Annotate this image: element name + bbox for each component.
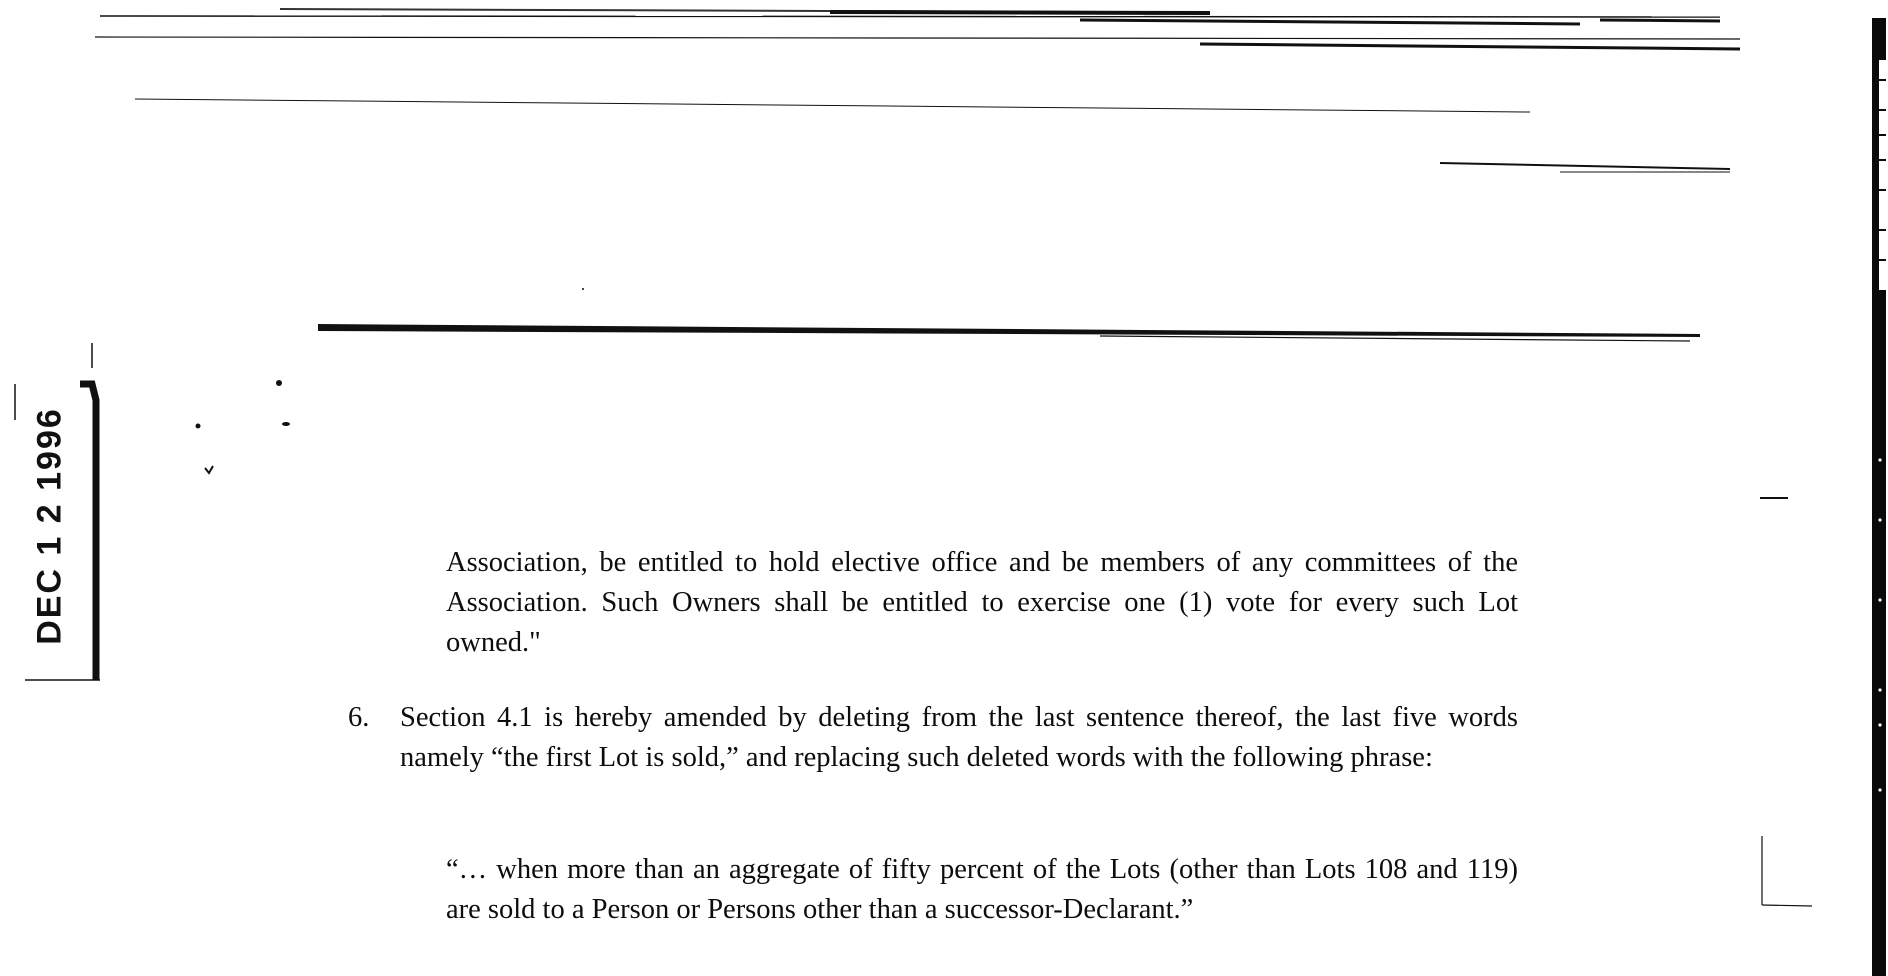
right-margin-marks	[1760, 498, 1812, 906]
item-number: 6.	[348, 702, 370, 733]
quoted-phrase: “… when more than an aggregate of fifty percent of the Lots (other than Lots 108 and 119) are sold to a Person or Persons other than a successor-Declarant.”	[446, 854, 1518, 925]
item-text: Section 4.1 is hereby amended by deleting from the last sentence thereof, the last five words namely “the first Lot is sold,” and replacing such deleted words with the following phrase:	[400, 702, 1518, 773]
right-edge-bar	[1872, 18, 1886, 976]
continuation-paragraph: Association, be entitled to hold elective office and be members of any committees of the Association. Such Owners shall be entitled to exercise one (1) vote for every such Lot owned."	[446, 547, 1518, 658]
amendment-item-6	[348, 698, 1518, 778]
margin-specks	[196, 288, 585, 473]
top-rule-lines	[95, 9, 1740, 172]
received-date-stamp: DEC 1 2 1996	[30, 407, 69, 645]
section-rule	[318, 324, 1700, 341]
